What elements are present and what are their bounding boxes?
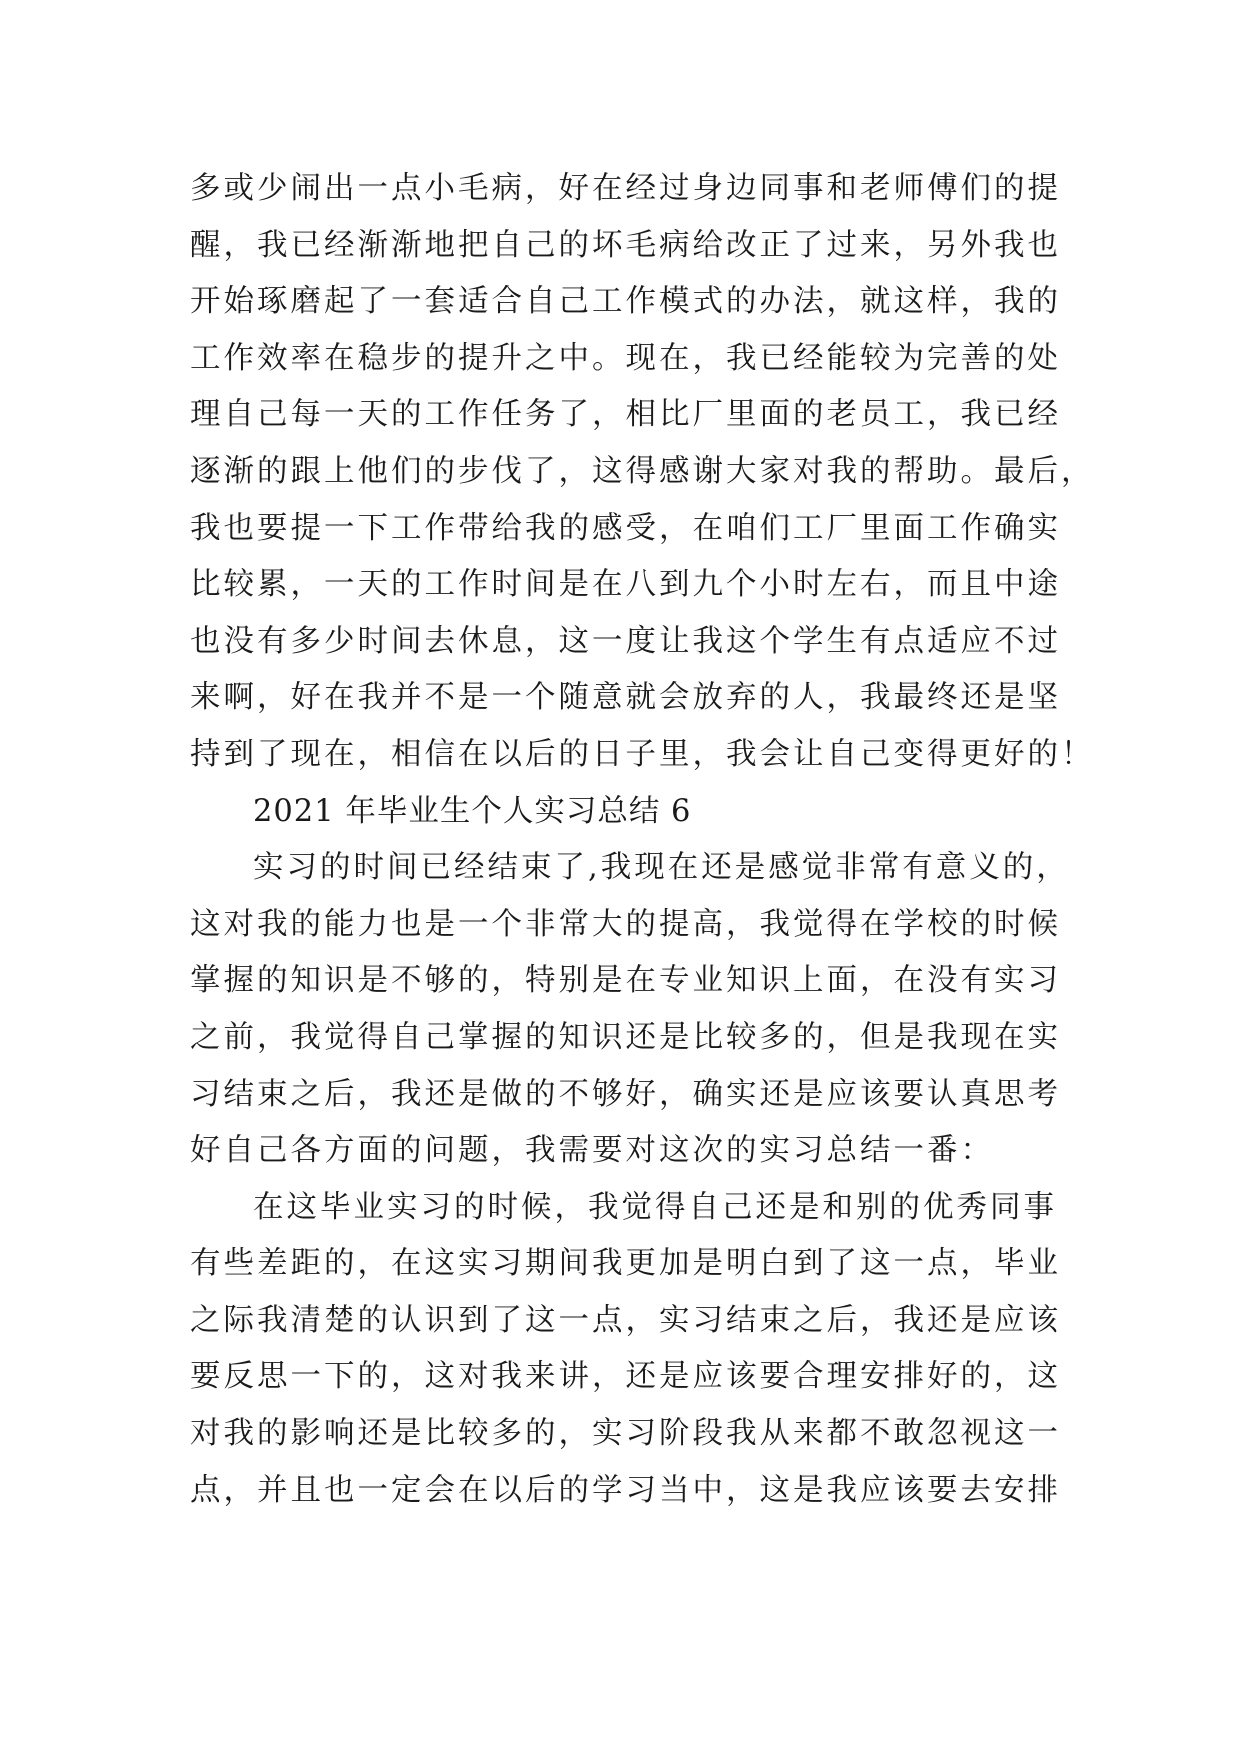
text-line: 掌握的知识是不够的，特别是在专业知识上面，在没有实习 xyxy=(190,963,1061,999)
text-line: 逐渐的跟上他们的步伐了，这得感谢大家对我的帮助。最后， xyxy=(190,453,1095,489)
paragraph-first-line: 在这毕业实习的时候，我觉得自己还是和别的优秀同事 xyxy=(253,1189,1057,1225)
text-line: 持到了现在，相信在以后的日子里，我会让自己变得更好的！ xyxy=(190,736,1095,772)
text-line: 理自己每一天的工作任务了，相比厂里面的老员工，我已经 xyxy=(190,397,1061,433)
text-line: 也没有多少时间去休息，这一度让我这个学生有点适应不过 xyxy=(190,623,1061,659)
text-line: 醒，我已经渐渐地把自己的坏毛病给改正了过来，另外我也 xyxy=(190,227,1061,263)
text-line: 点，并且也一定会在以后的学习当中，这是我应该要去安排 xyxy=(190,1472,1061,1508)
text-line: 对我的影响还是比较多的，实习阶段我从来都不敢忽视这一 xyxy=(190,1416,1061,1452)
text-line: 有些差距的，在这实习期间我更加是明白到了这一点，毕业 xyxy=(190,1246,1061,1282)
text-line: 好自己各方面的问题，我需要对这次的实习总结一番： xyxy=(190,1133,994,1169)
text-line: 来啊，好在我并不是一个随意就会放弃的人，我最终还是坚 xyxy=(190,680,1061,716)
text-line: 我也要提一下工作带给我的感受，在咱们工厂里面工作确实 xyxy=(190,510,1061,546)
text-line: 多或少闹出一点小毛病，好在经过身边同事和老师傅们的提 xyxy=(190,171,1061,206)
text-line: 工作效率在稳步的提升之中。现在，我已经能较为完善的处 xyxy=(190,340,1061,376)
text-line: 这对我的能力也是一个非常大的提高，我觉得在学校的时候 xyxy=(190,906,1061,942)
text-line: 要反思一下的，这对我来讲，还是应该要合理安排好的，这 xyxy=(190,1359,1061,1395)
text-line: 之际我清楚的认识到了这一点，实习结束之后，我还是应该 xyxy=(190,1302,1061,1338)
text-line: 比较累，一天的工作时间是在八到九个小时左右，而且中途 xyxy=(190,567,1061,603)
text-line: 开始琢磨起了一套适合自己工作模式的办法，就这样，我的 xyxy=(190,284,1061,320)
text-line: 习结束之后，我还是做的不够好，确实还是应该要认真思考 xyxy=(190,1076,1061,1112)
document-body xyxy=(190,161,1095,1519)
section-heading: 2021 年毕业生个人实习总结 6 xyxy=(253,793,692,829)
paragraph-first-line: 实习的时间已经结束了,我现在还是感觉非常有意义的， xyxy=(253,850,1070,886)
text-line: 之前，我觉得自己掌握的知识还是比较多的，但是我现在实 xyxy=(190,1019,1061,1055)
